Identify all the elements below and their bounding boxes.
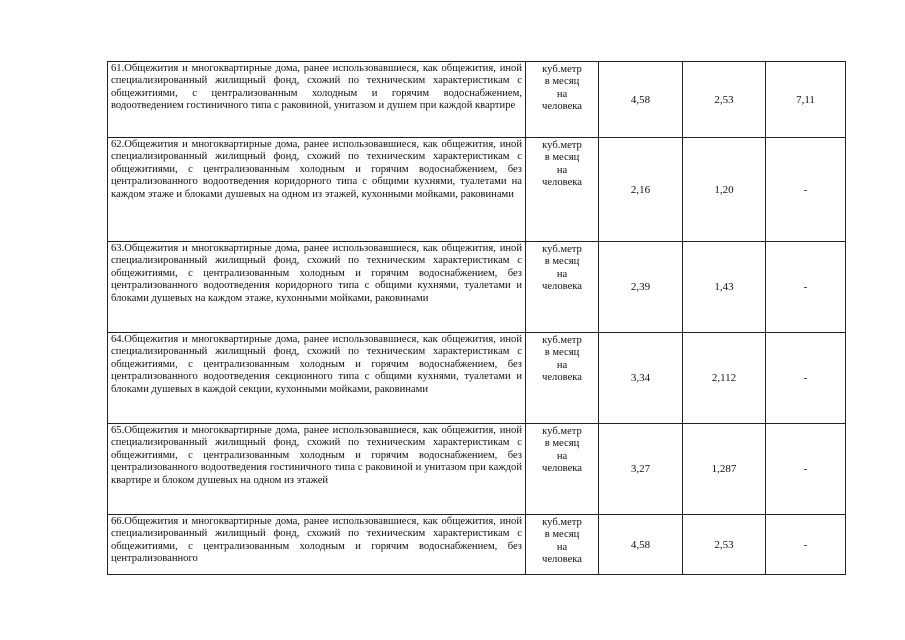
- row-description: 62.Общежития и многоквартирные дома, ранее использовавшиеся, как общежития, иной специализированный жилищный фонд, схожий по техническим характеристикам с общежитиями, с централизованным холодным и горячим водоснабжением, без централизованного водоотведения коридорного типа с общими кухнями, туалетами на каждом этаже и блоками душевых на одном из этажей, кухонными мойками, раковинами: [111, 139, 522, 200]
- unit-line: в месяц: [544, 256, 580, 268]
- sewage-value: -: [766, 333, 846, 424]
- row-description-cell: [108, 62, 526, 138]
- unit-line: в месяц: [544, 347, 580, 359]
- unit-line: в месяц: [544, 152, 580, 164]
- row-description-cell: [108, 424, 526, 515]
- sewage-value: -: [766, 515, 846, 575]
- unit-line: куб.метр: [542, 244, 582, 255]
- unit-line: человека: [542, 554, 582, 566]
- unit-line: на: [556, 88, 568, 100]
- unit-line: в месяц: [544, 76, 580, 88]
- unit-line: человека: [542, 463, 582, 475]
- row-description: 63.Общежития и многоквартирные дома, ранее использовавшиеся, как общежития, иной специализированный жилищный фонд, схожий по техническим характеристикам с общежитиями, с централизованным холодным и горячим водоснабжением, без централизованного водоотведения коридорного типа с общими кухнями, туалетами и блоками душевых на каждом этаже, кухонными мойками, раковинами: [111, 243, 522, 304]
- unit-line: на: [556, 164, 568, 176]
- unit-line: человека: [542, 372, 582, 384]
- row-description: 64.Общежития и многоквартирные дома, ранее использовавшиеся, как общежития, иной специализированный жилищный фонд, схожий по техническим характеристикам с общежитиями, с централизованным холодным и горячим водоснабжением, без централизованного водоотведения секционного типа с общими кухнями, туалетами и блоками душевых в каждой секции, кухонными мойками, раковинами: [111, 334, 522, 395]
- table-row: [108, 515, 846, 575]
- sewage-value: -: [766, 242, 846, 333]
- cold-water-value: 3,34: [599, 333, 683, 424]
- cold-water-value: 4,58: [599, 515, 683, 575]
- unit-line: человека: [542, 177, 582, 189]
- hot-water-value: 2,112: [683, 333, 766, 424]
- table-row: [108, 424, 846, 515]
- unit-cell: [526, 62, 599, 138]
- hot-water-value: 1,43: [683, 242, 766, 333]
- hot-water-value: 2,53: [683, 515, 766, 575]
- unit-line: куб.метр: [542, 140, 582, 151]
- unit-line: в месяц: [544, 438, 580, 450]
- unit-cell: [526, 138, 599, 242]
- row-description-cell: [108, 242, 526, 333]
- cold-water-value: 3,27: [599, 424, 683, 515]
- unit-line: на: [556, 359, 568, 371]
- cold-water-value: 2,39: [599, 242, 683, 333]
- unit-cell: [526, 515, 599, 575]
- row-description: 66.Общежития и многоквартирные дома, ранее использовавшиеся, как общежития, иной специализированный жилищный фонд, схожий по техническим характеристикам с общежитиями, с централизованным холодным и горячим водоснабжением, без централизованного: [111, 516, 522, 565]
- unit-line: на: [556, 541, 568, 553]
- row-description-cell: [108, 138, 526, 242]
- hot-water-value: 1,20: [683, 138, 766, 242]
- unit-cell: [526, 333, 599, 424]
- table-row: [108, 138, 846, 242]
- unit-line: на: [556, 450, 568, 462]
- unit-line: человека: [542, 101, 582, 113]
- hot-water-value: 1,287: [683, 424, 766, 515]
- row-description-cell: [108, 515, 526, 575]
- unit-line: куб.метр: [542, 517, 582, 528]
- consumption-norms-table: [107, 61, 846, 575]
- sewage-value: -: [766, 424, 846, 515]
- unit-line: человека: [542, 281, 582, 293]
- table-row: [108, 242, 846, 333]
- row-description: 65.Общежития и многоквартирные дома, ранее использовавшиеся, как общежития, иной специализированный жилищный фонд, схожий по техническим характеристикам с общежитиями, с централизованным холодным и горячим водоснабжением, без централизованного водоотведения гостиничного типа с раковиной и унитазом при каждой квартире и блоком душевых на одном из этажей: [111, 425, 522, 486]
- unit-line: на: [556, 268, 568, 280]
- row-description: 61.Общежития и многоквартирные дома, ранее использовавшиеся, как общежития, иной специализированный жилищный фонд, схожий по техническим характеристикам с общежитиями, с централизованным холодным и горячим водоснабжением, водоотведением гостиничного типа с раковиной, унитазом и душем при каждой квартире: [111, 63, 522, 112]
- unit-line: куб.метр: [542, 335, 582, 346]
- row-description-cell: [108, 333, 526, 424]
- hot-water-value: 2,53: [683, 62, 766, 138]
- unit-line: куб.метр: [542, 426, 582, 437]
- unit-cell: [526, 424, 599, 515]
- sewage-value: 7,11: [766, 62, 846, 138]
- cold-water-value: 4,58: [599, 62, 683, 138]
- sewage-value: -: [766, 138, 846, 242]
- unit-line: в месяц: [544, 529, 580, 541]
- unit-cell: [526, 242, 599, 333]
- unit-line: куб.метр: [542, 64, 582, 75]
- table-row: [108, 62, 846, 138]
- table-row: [108, 333, 846, 424]
- cold-water-value: 2,16: [599, 138, 683, 242]
